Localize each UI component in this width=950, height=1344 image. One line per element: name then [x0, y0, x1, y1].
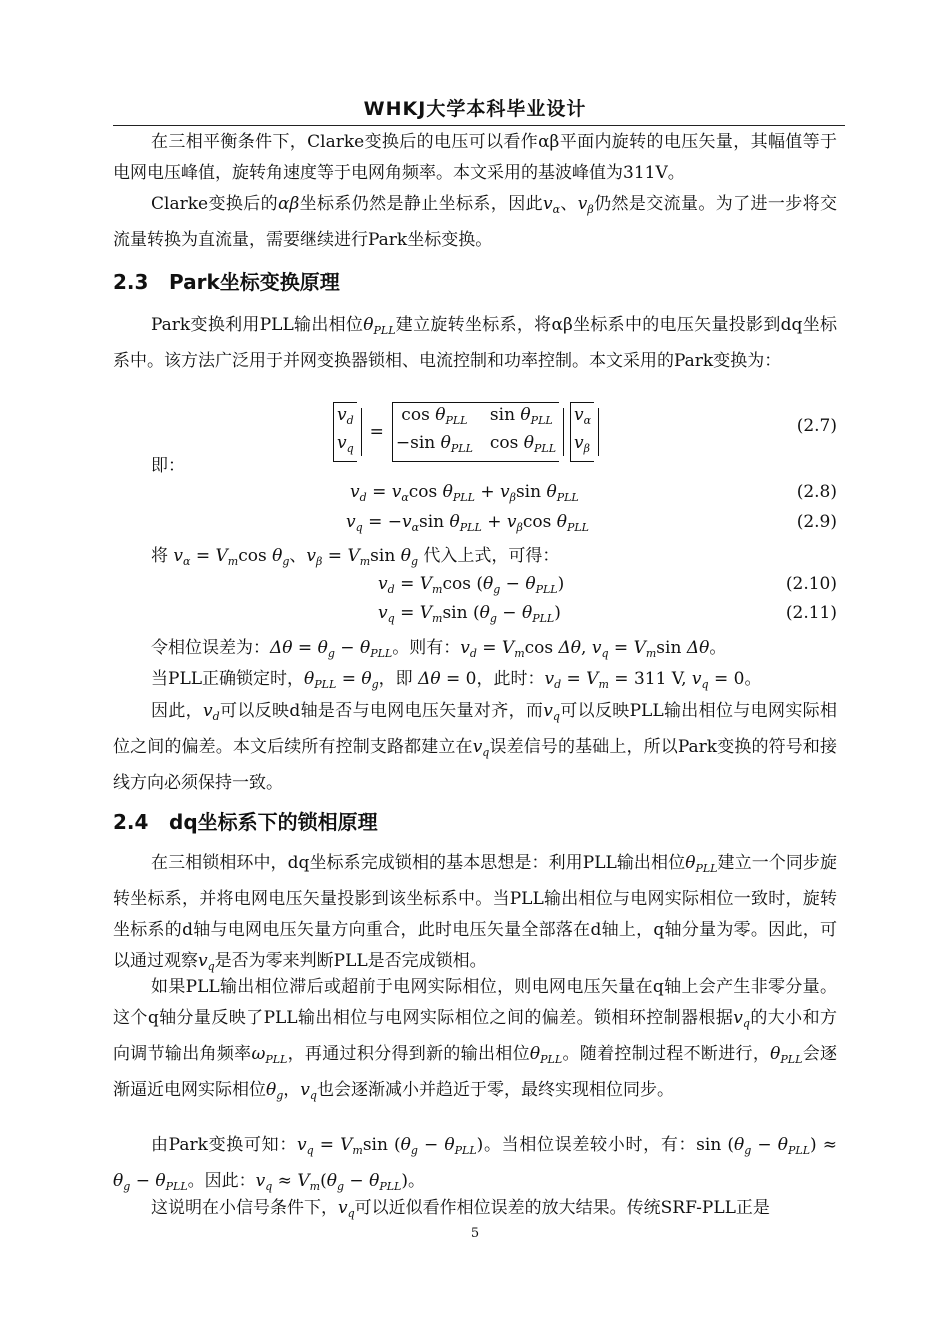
paragraph-locked: 当PLL正确锁定时，$\theta_{PLL} = \theta_g$，即 Δθ = 0，此时：$v_d = V_m = 311$ V, $v_q = 0$。 — [151, 669, 762, 691]
section-heading-2-3: 2.3 Park坐标变换原理 — [113, 270, 340, 294]
equation-2-10: $v_d = V_m\cos$ $(\theta_g - \theta_{PLL})$ (2.10) — [378, 574, 837, 596]
equation-2-7 — [113, 402, 837, 455]
paragraph-vd-vq-meaning: 因此，$v_d$可以反映d轴是否与电网电压矢量对齐，而$v_q$可以反映PLL输出相位与电网实际相位之间的偏差。本文后续所有控制支路都建立在$v_q$误差信号的基础上，所以Park变换的符号和接线方向必须保持一致。 — [113, 701, 838, 793]
paragraph-dq-locking: 在三相锁相环中，dq坐标系完成锁相的基本思想是：利用PLL输出相位$\theta_{PLL}$建立一个同步旋转坐标系，并将电网电压矢量投影到该坐标系中。当PLL输出相位与电网实际相位一致时，旋转坐标系的d轴与电网电压矢量方向重合，此时电压矢量全部落在d轴上，q轴分量为零。因此，可以通过观察$v_q$是否为零来判断PLL是否完成锁相。 — [113, 853, 838, 973]
paragraph-clarke-static: Clarke变换后的αβ坐标系仍然是静止坐标系，因此$v_\alpha$、$v_\beta$仍然是交流量。为了进一步将交流量转换为直流量，需要继续进行Park坐标变换。 — [113, 194, 838, 250]
equation-number: (2.9) — [796, 512, 837, 532]
equation-number: (2.11) — [785, 603, 837, 623]
paragraph-clarke-vector: 在三相平衡条件下，Clarke变换后的电压可以看作αβ平面内旋转的电压矢量，其幅值等于电网电压峰值，旋转角速度等于电网角频率。本文采用的基波峰值为311V。 — [113, 132, 837, 183]
equation-number: (2.7) — [796, 416, 837, 436]
paragraph-srf-pll: 这说明在小信号条件下，$v_q$可以近似看作相位误差的放大结果。传统SRF-PLL正是 — [151, 1198, 770, 1220]
page-number: 5 — [470, 1226, 480, 1241]
header-divider — [113, 125, 845, 126]
equation-2-8: $v_d = v_\alpha\cos$ $\theta_{PLL} + v_\beta\sin$ $\theta_{PLL}$ (2.8) — [350, 482, 837, 504]
equation-number: (2.10) — [785, 574, 837, 594]
page-header: WHKJ大学本科毕业设计 — [363, 98, 587, 120]
equation-number: (2.8) — [796, 482, 837, 502]
paragraph-park-intro: Park变换利用PLL输出相位$\theta_{PLL}$建立旋转坐标系，将αβ坐标系中的电压矢量投影到dq坐标系中。该方法广泛用于并网变换器锁相、电流控制和功率控制。本文采用的Park变换为： — [113, 315, 837, 371]
paragraph-substitute: 将 $v_\alpha = V_m\cos$ $\theta_g$、$v_\beta = V_m\sin$ $\theta_g$ 代入上式，可得： — [151, 546, 560, 568]
paragraph-small-signal: 由Park变换可知：$v_q = V_m\sin$ $(\theta_g - \theta_{PLL})$。当相位误差较小时，有：$\sin (\theta_g - \theta_{PLL}) \approx \theta_g - \theta_{PLL}$。因此：$v_q \approx V_m(\theta_g - \theta_{PLL})$。 — [113, 1135, 837, 1193]
equation-2-9: $v_q = -v_\alpha\sin$ $\theta_{PLL} + v_\beta\cos$ $\theta_{PLL}$ (2.9) — [346, 512, 837, 534]
park-matrix: $v_d$ $v_q$ = $\cos \theta_{PLL}$ $\sin \theta_{PLL}$ −sin $\theta_{PLL}$ $\cos \theta_{PLL}$ $v_\alpha$ $v_\beta$ — [331, 402, 601, 462]
equation-2-11: $v_q = V_m\sin$ $(\theta_g - \theta_{PLL})$ (2.11) — [378, 603, 837, 625]
paragraph-phase-lag: 如果PLL输出相位滞后或超前于电网实际相位，则电网电压矢量在q轴上会产生非零分量。这个q轴分量反映了PLL输出相位与电网实际相位之间的偏差。锁相环控制器根据$v_q$的大小和方向调节输出角频率$\omega_{PLL}$，再通过积分得到新的输出相位$\theta_{PLL}$。随着控制过程不断进行，$\theta_{PLL}$会逐渐逼近电网实际相位$\theta_g$，$v_q$也会逐渐减小并趋近于零，最终实现相位同步。 — [113, 977, 838, 1102]
paragraph-phase-error: 令相位误差为：$\Delta\theta = \theta_g - \theta_{PLL}$。则有：$v_d = V_m\cos$ Δθ, $v_q = V_m\sin$ Δθ。 — [151, 638, 727, 660]
section-heading-2-4: 2.4 dq坐标系下的锁相原理 — [113, 810, 378, 834]
paragraph-ji: 即： — [151, 456, 185, 476]
